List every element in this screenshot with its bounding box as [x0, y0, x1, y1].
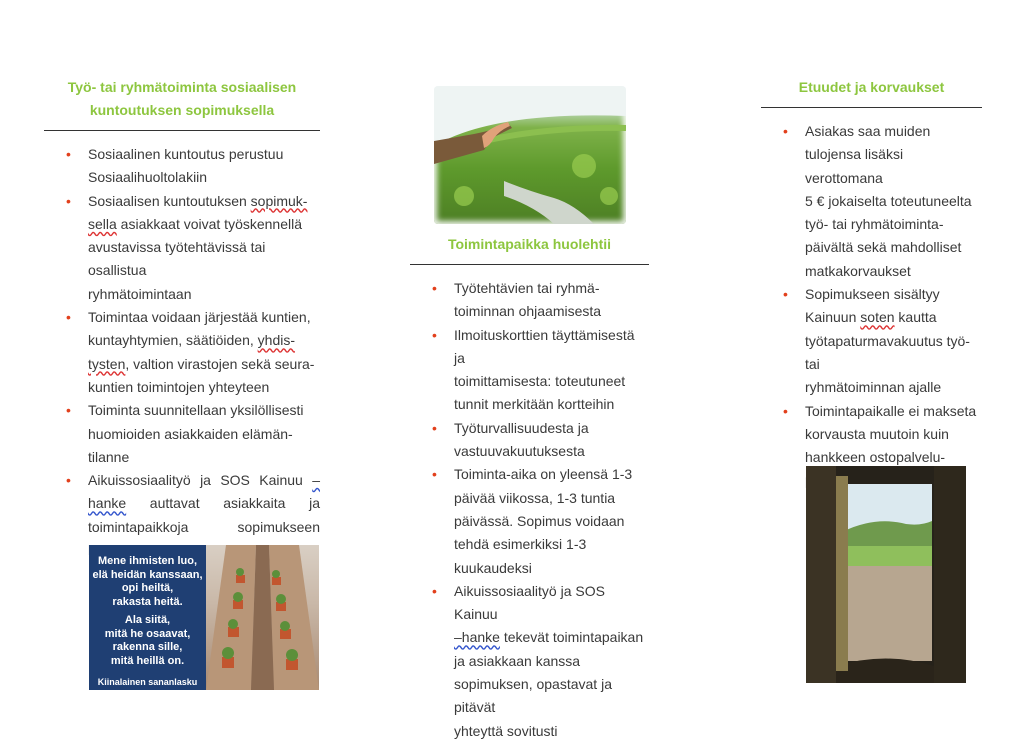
middle-column	[410, 0, 649, 743]
list-item: • Asiakas saa muiden tulojensa lisäksi verottomana 5 € jokaiselta toteutuneelta työ- tai ryhmätoiminta- päivältä sekä mahdolliset matkakorvaukset	[761, 120, 982, 283]
quote-line: Ala siitä,	[124, 614, 171, 626]
right-divider	[761, 107, 982, 108]
quote-line: mitä he osaavat,	[104, 627, 191, 640]
doorway-illustration	[806, 466, 966, 683]
list-item: • Aikuissosiaalityö ja SOS Kainuu – hanke auttavat asiakkaita ja toimintapaikkoja sopimukseen	[44, 469, 320, 562]
list-item: • Toimintapaikalle ei makseta korvausta muutoin kuin hankkeen ostopalvelu-	[761, 400, 982, 493]
greenhouse-illustration	[206, 545, 319, 690]
list-item: • Toiminta-aika on yleensä 1-3 päivää viikossa, 1-3 tuntia päivässä. Sopimus voidaan tehdä esimerkiksi 1-3 kuukaudeksi	[410, 463, 649, 579]
left-heading: Työ- tai ryhmätoiminta sosiaalisen kuntoutuksen sopimuksella	[67, 79, 297, 118]
list-item: • Sopimukseen sisältyy Kainuun soten kautta työtapaturmavakuutus työ- tai ryhmätoiminnan ajalle	[761, 283, 982, 399]
doorway-photo	[806, 466, 966, 683]
list-item: • Aikuissosiaalityö ja SOS Kainuu –hanke tekevät toimintapaikan ja asiakkaan kanssa sopimuksen, opastavat ja pitävät yhteyttä sovitusti	[410, 580, 649, 743]
list-item: • Toimintaa voidaan järjestää kuntien, kuntayhtymien, säätiöiden, yhdis- tysten, valtion virastojen sekä seura- kuntien toimintojen yhteyteen	[44, 306, 320, 399]
quote-line: rakenna sille,	[112, 641, 183, 653]
quote-image	[89, 545, 319, 690]
left-divider	[44, 130, 320, 131]
greenhouse-photo	[206, 545, 319, 690]
list-item: • Sosiaalinen kuntoutus perustuu Sosiaalihuoltolakiin	[44, 143, 320, 190]
left-bullet-list	[44, 143, 320, 562]
list-item: • Työturvallisuudesta ja vastuuvakuutuksesta	[410, 417, 649, 464]
list-item: • Sosiaalisen kuntoutuksen sopimuk- sella asiakkaat voivat työskennellä avustavissa työtehtävissä tai osallistua ryhmätoimintaan	[44, 190, 320, 306]
middle-bullet-list	[410, 277, 649, 743]
quote-line: Mene ihmisten luo,	[97, 555, 197, 567]
list-item: • Työtehtävien tai ryhmä- toiminnan ohjaamisesta	[410, 277, 649, 324]
list-item: • Ilmoituskorttien täyttämisestä ja toimittamisesta: toteutuneet tunnit merkitään kortteihin	[410, 324, 649, 417]
quote-source: Kiinalainen sananlasku	[97, 677, 198, 687]
left-column	[44, 0, 320, 562]
quote-line: mitä heillä on.	[110, 654, 185, 667]
middle-heading: Toimintapaikka huolehtii	[447, 236, 612, 252]
right-column	[761, 0, 982, 493]
middle-divider	[410, 264, 649, 265]
quote-box	[89, 545, 206, 690]
right-bullet-list	[761, 120, 982, 493]
right-heading: Etuudet ja korvaukset	[798, 79, 945, 95]
quote-line: opi heiltä,	[121, 582, 174, 594]
list-item: • Toiminta suunnitellaan yksilöllisesti huomioiden asiakkaiden elämän- tilanne	[44, 399, 320, 469]
quote-line: elä heidän kanssaan,	[92, 568, 203, 581]
quote-line: rakasta heitä.	[112, 595, 183, 608]
